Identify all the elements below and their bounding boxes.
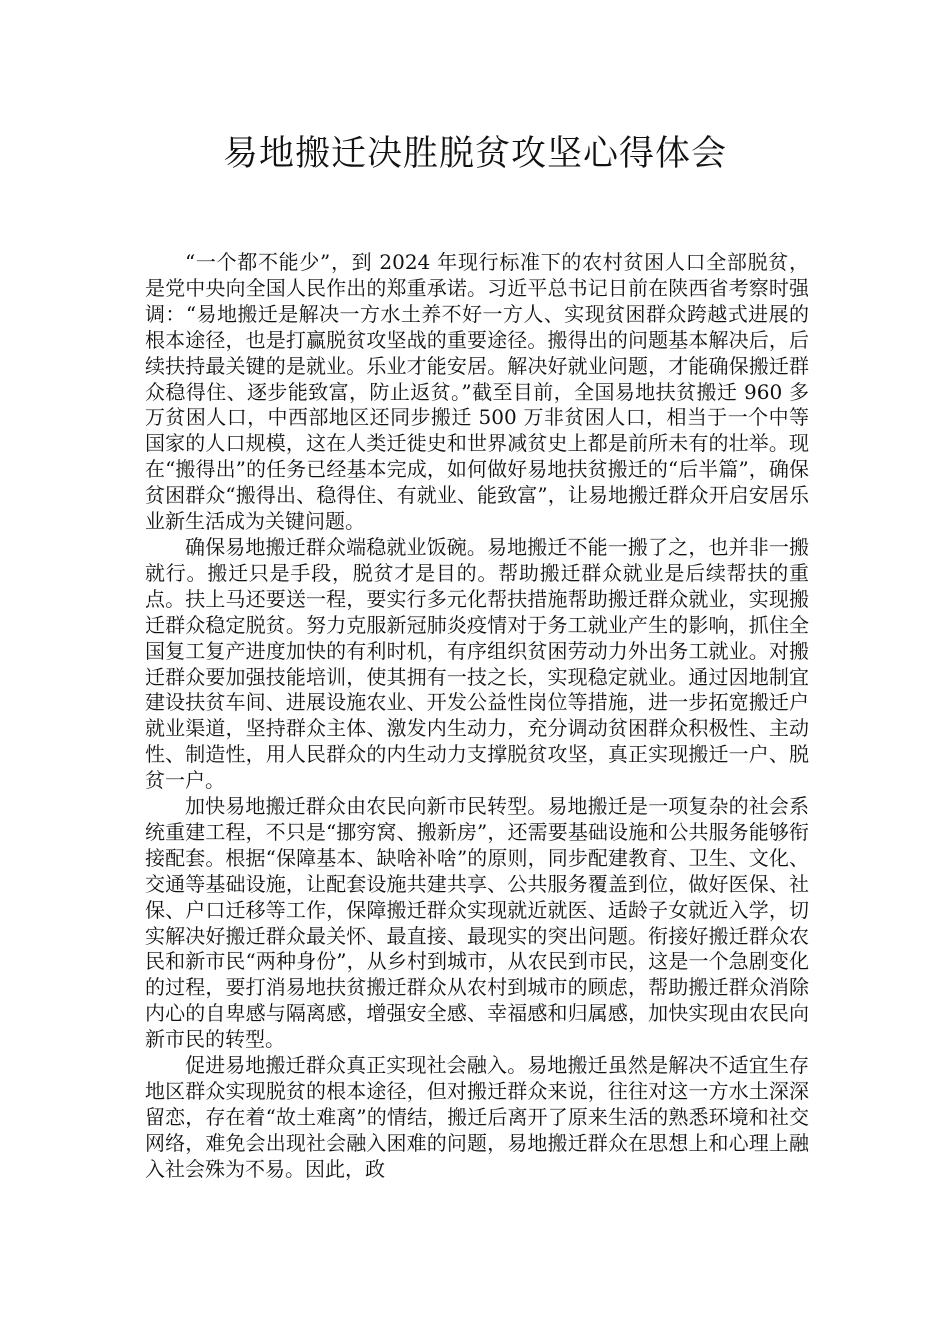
document-title: 易地搬迁决胜脱贫攻坚心得体会 xyxy=(222,134,727,174)
paragraph-3: 加快易地搬迁群众由农民向新市民转型。易地搬迁是一项复杂的社会系统重建工程，不只是“挪穷窝、搬新房”，还需要基础设施和公共服务能够衔接配套。根据“保障基本、缺啥补啥”的原则，同步配建教育、卫生、文化、交通等基础设施，让配套设施共建共享、公共服务覆盖到位，做好医保、社保、户口迁移等工作，保障搬迁群众实现就近就医、适龄子女就近入学，切实解决好搬迁群众最关怀、最直接、最现实的突出问题。衔接好搬迁群众农民和新市民“两种身份”，从乡村到城市，从农民到市民，这是一个急剧变化的过程，要打消易地扶贫搬迁群众从农村到城市的顾虑，帮助搬迁群众消除内心的自卑感与隔离感，增强安全感、幸福感和归属感，加快实现由农民向新市民的转型。 xyxy=(145,794,809,1052)
paragraph-4: 促进易地搬迁群众真正实现社会融入。易地搬迁虽然是解决不适宜生存地区群众实现脱贫的根本途径，但对搬迁群众来说，往往对这一方水土深深留恋，存在着“故土难离”的情结，搬迁后离开了原来生活的熟悉环境和社交网络，难免会出现社会融入困难的问题，易地搬迁群众在思想上和心理上融入社会殊为不易。因此，政 xyxy=(145,1053,809,1181)
paragraph-1: “一个都不能少”，到 2024 年现行标准下的农村贫困人口全部脱贫，是党中央向全国人民作出的郑重承诺。习近平总书记日前在陕西省考察时强调：“易地搬迁是解决一方水土养不好一方人、实现贫困群众跨越式进展的根本途径，也是打赢脱贫攻坚战的重要途径。搬得出的问题基本解决后，后续扶持最关键的是就业。乐业才能安居。解决好就业问题，才能确保搬迁群众稳得住、逐步能致富，防止返贫。”截至目前，全国易地扶贫搬迁 960 多万贫困人口，中西部地区还同步搬迁 500 万非贫困人口，相当于一个中等国家的人口规模，这在人类迁徙史和世界减贫史上都是前所未有的壮举。现在“搬得出”的任务已经基本完成，如何做好易地扶贫搬迁的“后半篇”，确保贫困群众“搬得出、稳得住、有就业、能致富”，让易地搬迁群众开启安居乐业新生活成为关键问题。 xyxy=(145,250,809,534)
document-body xyxy=(145,250,809,1183)
paragraph-2: 确保易地搬迁群众端稳就业饭碗。易地搬迁不能一搬了之，也并非一搬就行。搬迁只是手段，脱贫才是目的。帮助搬迁群众就业是后续帮扶的重点。扶上马还要送一程，要实行多元化帮扶措施帮助搬迁群众就业，实现搬迁群众稳定脱贫。努力克服新冠肺炎疫情对于务工就业产生的影响，抓住全国复工复产进度加快的有利时机，有序组织贫困劳动力外出务工就业。对搬迁群众要加强技能培训，使其拥有一技之长，实现稳定就业。通过因地制宜建设扶贫车间、进展设施农业、开发公益性岗位等措施，进一步拓宽搬迁户就业渠道，坚持群众主体、激发内生动力，充分调动贫困群众积极性、主动性、制造性，用人民群众的内生动力支撑脱贫攻坚，真正实现搬迁一户、脱贫一户。 xyxy=(145,534,809,793)
